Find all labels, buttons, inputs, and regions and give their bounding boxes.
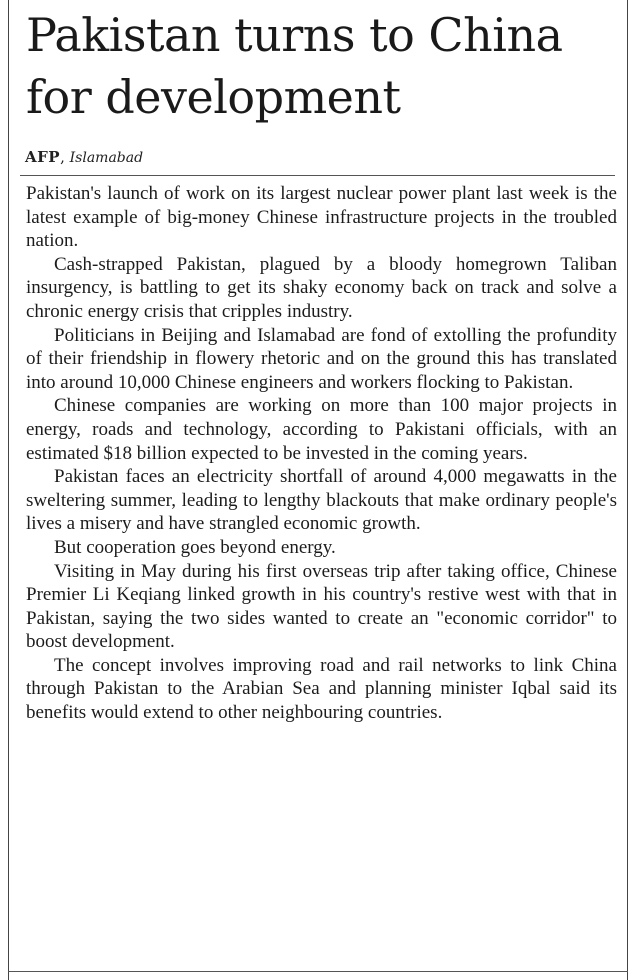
paragraph: Visiting in May during his first overseas trip after taking office, Chinese Premier Li Keqiang linked growth in his country's restive west with that in Pakistan, saying the two sides wanted to create an "economic corridor" to boost development. [26,560,617,653]
headline: Pakistan turns to China for development [26,8,563,124]
paragraph: Chinese companies are working on more than 100 major projects in energy, roads and technology, according to Pakistani officials, with an estimated $18 billion expected to be invested in the coming years. [26,395,617,464]
paragraph: Pakistan faces an electricity shortfall of around 4,000 megawatts in the sweltering summer, leading to lengthy blackouts that make ordinary people's lives a misery and have strangled economic growth. [26,466,617,535]
byline-separator: , [60,148,65,166]
byline-divider [20,175,615,176]
paragraph: The concept involves improving road and rail networks to link China through Pakistan to the Arabian Sea and planning minister Iqbal said its benefits would extend to other neighbouring countries. [26,654,617,724]
byline [25,147,143,168]
byline-agency: AFP [25,148,61,166]
paragraph: But cooperation goes beyond energy. [54,536,336,558]
paragraph: Cash-strapped Pakistan, plagued by a bloody homegrown Taliban insurgency, is battling to get its shaky economy back on track and solve a chronic energy crisis that cripples industry. [26,253,617,322]
paragraph: Politicians in Beijing and Islamabad are fond of extolling the profundity of their friendship in flowery rhetoric and on the ground this has translated into around 10,000 Chinese engineers and workers flocking to Pakistan. [26,324,617,393]
paragraph: Pakistan's launch of work on its largest nuclear power plant last week is the latest example of big-money Chinese infrastructure projects in the troubled nation. [26,183,617,252]
byline-place: Islamabad [69,150,144,166]
bottom-rule [8,971,628,972]
article-body [26,182,617,725]
